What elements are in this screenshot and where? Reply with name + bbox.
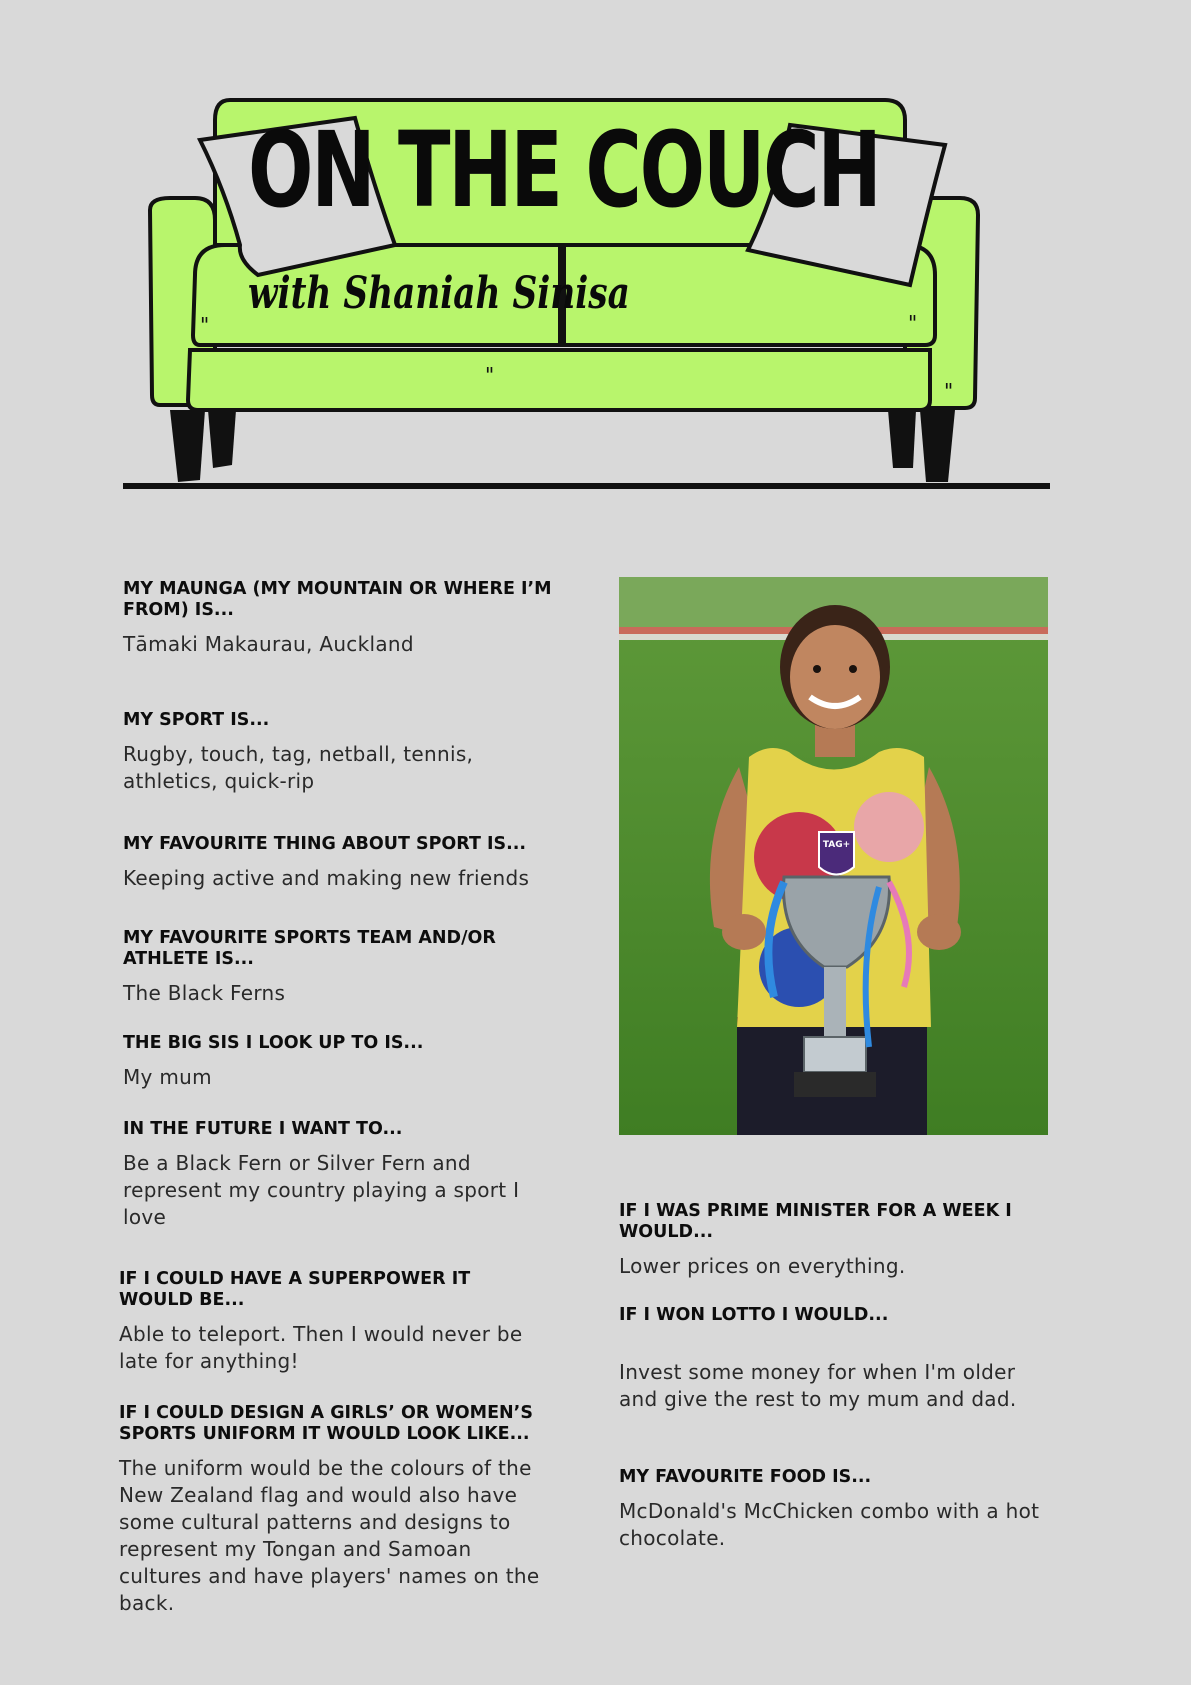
page-subtitle: with Shaniah Sinisa [248, 268, 630, 319]
svg-text:": " [908, 311, 918, 335]
answer-text: Tāmaki Makaurau, Auckland [123, 632, 414, 656]
athlete-photo-illustration [619, 577, 1048, 1135]
question-label: IF I WAS PRIME MINISTER FOR A WEEK I WOULD... [619, 1201, 1012, 1242]
couch-leg [888, 410, 916, 468]
qa-favourite-team [123, 928, 563, 1007]
floor-line [123, 483, 1050, 489]
answer-text: My mum [123, 1065, 212, 1089]
answer-text: Be a Black Fern or Silver Fern and represent my country playing a sport I love [123, 1151, 520, 1229]
question-label: MY MAUNGA (MY MOUNTAIN OR WHERE I’M FROM) IS... [123, 579, 552, 620]
question-label: MY SPORT IS... [123, 710, 270, 730]
couch-leg [170, 410, 205, 482]
couch-base [188, 350, 930, 410]
answer-text: Able to teleport. Then I would never be late for anything! [119, 1322, 523, 1373]
answer-text: The uniform would be the colours of the New Zealand flag and would also have some cultural patterns and designs to represent my Tongan and Samoan cultures and have players' names on the back. [119, 1456, 540, 1615]
couch-leg [920, 410, 955, 482]
question-label: IF I COULD DESIGN A GIRLS’ OR WOMEN’S SPORTS UNIFORM IT WOULD LOOK LIKE... [119, 1403, 533, 1444]
question-label: MY FAVOURITE THING ABOUT SPORT IS... [123, 834, 527, 854]
answer-text: Rugby, touch, tag, netball, tennis, athletics, quick-rip [123, 742, 474, 793]
svg-text:": " [485, 363, 495, 387]
qa-favourite-thing [123, 834, 563, 892]
question-label: THE BIG SIS I LOOK UP TO IS... [123, 1033, 424, 1053]
answer-text: McDonald's McChicken combo with a hot chocolate. [619, 1499, 1040, 1550]
question-label: MY FAVOURITE FOOD IS... [619, 1467, 872, 1487]
answer-text: Keeping active and making new friends [123, 866, 530, 890]
header-couch-illustration [0, 0, 1191, 500]
singlet-badge-icon [819, 832, 854, 875]
qa-lotto [619, 1305, 1059, 1413]
qa-superpower [119, 1269, 549, 1375]
qa-uniform [119, 1403, 549, 1617]
question-label: IF I WON LOTTO I WOULD... [619, 1305, 889, 1325]
qa-favourite-food [619, 1467, 1059, 1552]
singlet-badge-text: TAG+ [822, 840, 851, 850]
answer-text: Invest some money for when I'm older and give the rest to my mum and dad. [619, 1360, 1017, 1411]
question-label: IF I COULD HAVE A SUPERPOWER IT WOULD BE... [119, 1269, 471, 1310]
qa-big-sis [123, 1033, 563, 1091]
couch-drawing [0, 0, 1191, 500]
question-label: IN THE FUTURE I WANT TO... [123, 1119, 403, 1139]
athlete-photo [619, 577, 1048, 1135]
page-title: ON THE COUCH [248, 109, 880, 231]
svg-text:": " [200, 313, 210, 337]
svg-text:": " [944, 379, 954, 403]
answer-text: The Black Ferns [123, 981, 286, 1005]
qa-prime-minister [619, 1201, 1059, 1280]
qa-maunga [123, 579, 563, 658]
answer-text: Lower prices on everything. [619, 1254, 906, 1278]
couch-leg [208, 410, 236, 468]
qa-sport [123, 710, 563, 795]
question-label: MY FAVOURITE SPORTS TEAM AND/OR ATHLETE IS... [123, 928, 496, 969]
qa-future [123, 1119, 543, 1231]
